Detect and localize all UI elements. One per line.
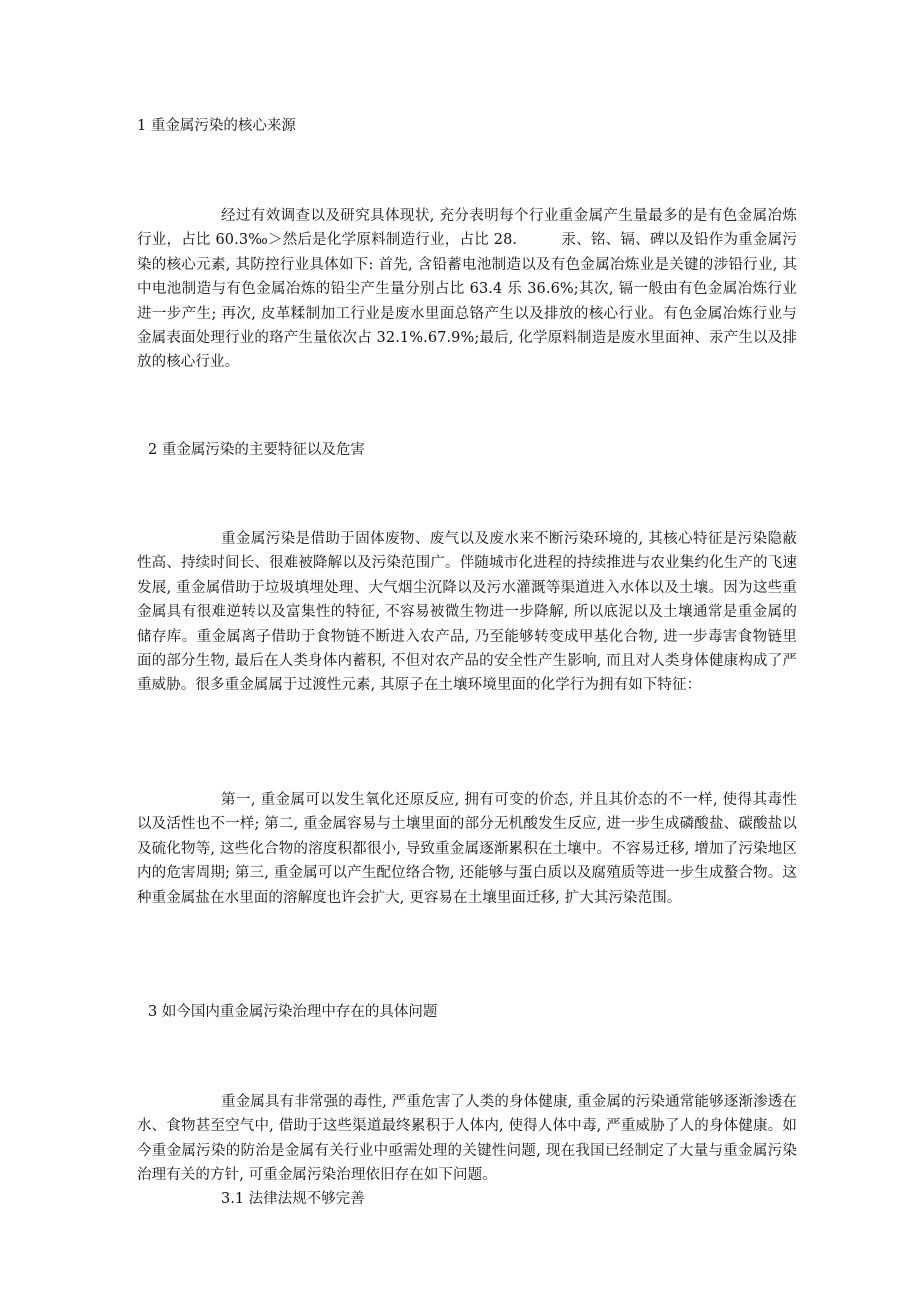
- section-2-paragraph-1: 重金属污染是借助于固体废物、废气以及废水来不断污染环境的, 其核心特征是污染隐蔽性高、持续时间长、很难被降解以及污染范围广。伴随城市化进程的持续推进与农业集约化生产的飞速发展, 重金属借助于垃圾填埋处理、大气烟尘沉降以及污水灌溉等渠道进入水体以及土壤。因为这些重金属具有很难逆转以及富集性的特征, 不容易被微生物进一步降解, 所以底泥以及土壤通常是重金属的储存库。重金属离子借助于食物链不断进入农产品, 乃至能够转变成甲基化合物, 进一步毒害食物链里面的部分生物, 最后在人类身体内蓄积, 不但对农产品的安全性产生影响, 而且对人类身体健康构成了严重威胁。很多重金属属于过渡性元素, 其原子在土壤环境里面的化学行为拥有如下特征：: [137, 531, 797, 694]
- section-3-paragraph: 重金属具有非常强的毒性, 严重危害了人类的身体健康, 重金属的污染通常能够逐渐渗透在水、食物甚至空气中, 借助于这些渠道最终累积于人体内, 使得人体中毒, 严重威胁了人的身体健康。如今重金属污染的防治是金属有关行业中亟需处理的关键性问题, 现在我国已经制定了大量与重金属污染治理有关的方针, 可重金属污染治理依旧存在如下问题。: [137, 1094, 797, 1184]
- section-2-heading: 2 重金属污染的主要特征以及危害: [148, 442, 365, 458]
- section-1-heading: 1 重金属污染的核心来源: [137, 118, 296, 134]
- section-1-paragraph: 经过有效调查以及研究具体现状, 充分表明每个行业重金属产生量最多的是有色金属冶炼行业，占比 60.3‰＞然后是化学原料制造行业，占比 28. 汞、铭、镉、碑以及铅作为重金属污染的核心元素, 其防控行业具体如下: 首先, 含铅蓄电池制造以及有色金属冶炼业是关键的涉铅行业, 其中电池制造与有色金属冶炼的铅尘产生量分别占比 63.4 乐 36.6%;其次, 镉一般由有色金属冶炼行业进一步产生; 再次, 皮革糅制加工行业是废水里面总铬产生以及排放的核心行业。有色金属冶炼行业与金属表面处理行业的珞产生量依次占 32.1%.67.9%;最后, 化学原料制造是废水里面神、汞产生以及排放的核心行业。: [137, 208, 797, 371]
- section-3-1-subheading: 3.1 法律法规不够完善: [221, 1191, 365, 1207]
- section-2-paragraph-2: 第一, 重金属可以发生氧化还原反应, 拥有可变的价态, 并且其价态的不一样, 使得其毒性以及活性也不一样; 第二, 重金属容易与土壤里面的部分无机酸发生反应, 进一步生成磷酸盐、碳酸盐以及硫化物等, 这些化合物的溶度积都很小, 导致重金属逐渐累积在土壤中。不容易迁移, 增加了污染地区内的危害周期; 第三, 重金属可以产生配位络合物, 还能够与蛋白质以及腐殖质等进一步生成螯合物。这种重金属盐在水里面的溶解度也许会扩大, 更容易在土壤里面迁移, 扩大其污染范围。: [137, 792, 797, 906]
- section-3-heading: 3 如今国内重金属污染治理中存在的具体问题: [148, 1004, 438, 1020]
